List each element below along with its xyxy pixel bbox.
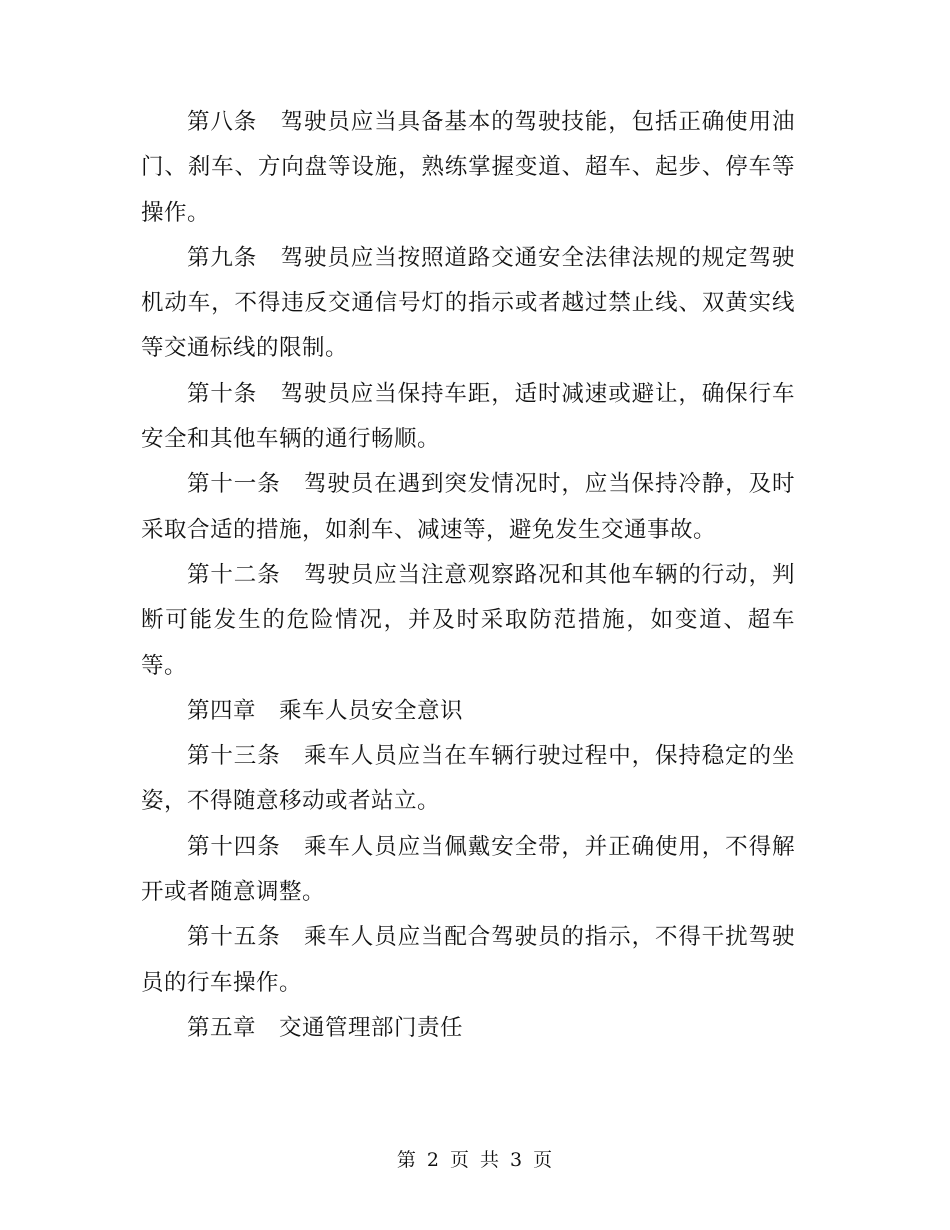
article-9: 第九条 驾驶员应当按照道路交通安全法律法规的规定驾驶机动车，不得违反交通信号灯的指示或者越过禁止线、双黄实线等交通标线的限制。	[141, 244, 795, 362]
document-body	[141, 100, 795, 1051]
article-11: 第十一条 驾驶员在遇到突发情况时，应当保持冷静，及时采取合适的措施，如刹车、减速等，避免发生交通事故。	[141, 471, 795, 543]
article-10: 第十条 驾驶员应当保持车距，适时减速或避让，确保行车安全和其他车辆的通行畅顺。	[141, 380, 795, 453]
article-15: 第十五条 乘车人员应当配合驾驶员的指示，不得干扰驾驶员的行车操作。	[141, 924, 795, 996]
article-14: 第十四条 乘车人员应当佩戴安全带，并正确使用，不得解开或者随意调整。	[141, 833, 795, 906]
chapter-5-heading: 第五章 交通管理部门责任	[187, 1014, 464, 1041]
article-13: 第十三条 乘车人员应当在车辆行驶过程中，保持稳定的坐姿，不得随意移动或者站立。	[141, 743, 795, 815]
page-footer: 第 2 页 共 3 页	[396, 1149, 554, 1171]
article-8: 第八条 驾驶员应当具备基本的驾驶技能，包括正确使用油门、刹车、方向盘等设施，熟练掌握变道、超车、起步、停车等操作。	[141, 109, 795, 226]
chapter-4-heading: 第四章 乘车人员安全意识	[187, 697, 464, 724]
article-12: 第十二条 驾驶员应当注意观察路况和其他车辆的行动，判断可能发生的危险情况，并及时采取防范措施，如变道、超车等。	[141, 561, 795, 679]
